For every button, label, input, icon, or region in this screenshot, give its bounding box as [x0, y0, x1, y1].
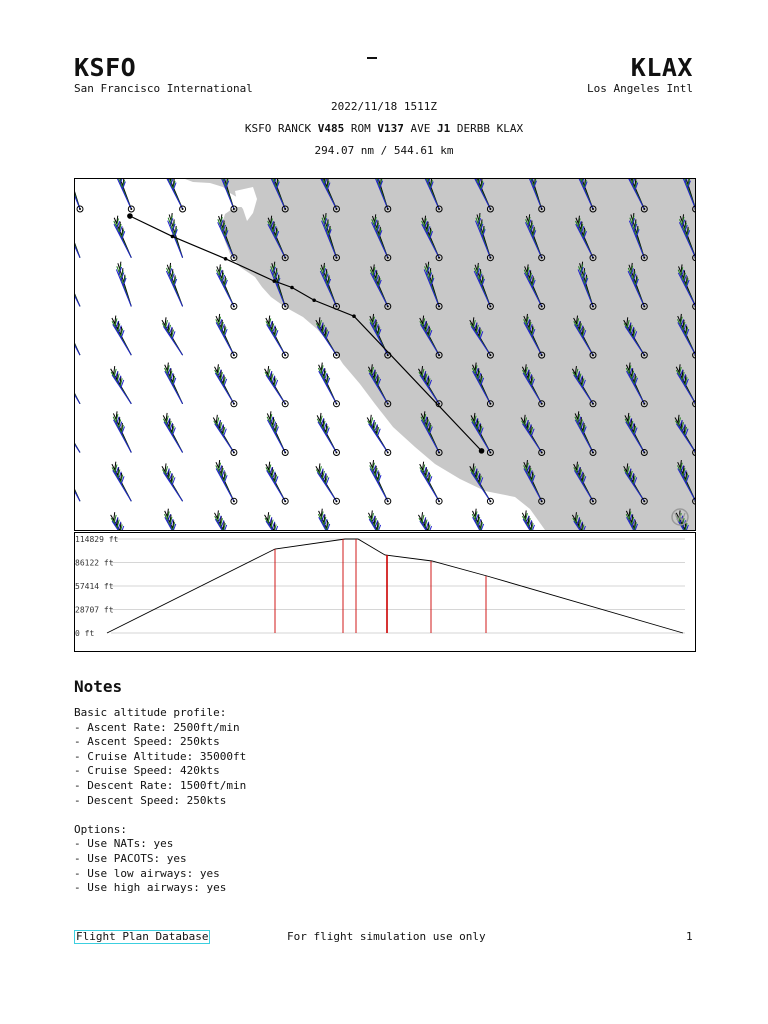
profile-y-tick: 114829 ft [75, 535, 119, 544]
route-waypoint [352, 314, 356, 318]
wind-barb [162, 317, 183, 355]
wind-barb [114, 216, 131, 258]
route-segment: KSFO RANCK [244, 122, 318, 135]
wind-barb [112, 462, 131, 502]
wind-barb [216, 460, 237, 504]
wind-barb [317, 413, 339, 456]
wind-barb [267, 411, 288, 455]
wind-barb [266, 462, 288, 505]
wind-barb [162, 463, 183, 501]
route-waypoint [224, 257, 228, 261]
wind-barb [75, 415, 80, 453]
wind-barb [111, 366, 132, 404]
route-segment: AVE [403, 122, 437, 135]
wind-barb [164, 363, 182, 404]
land-area [185, 179, 695, 530]
wind-barb [112, 316, 131, 356]
wind-barb [213, 415, 237, 456]
wind-barb [113, 411, 131, 452]
wind-barb [367, 415, 391, 456]
route-waypoint [171, 235, 175, 239]
map-canvas [75, 179, 695, 530]
wind-barb [75, 364, 80, 404]
wind-barb [75, 460, 80, 501]
header-separator [367, 57, 377, 59]
wind-barb [370, 460, 391, 504]
wind-barb [166, 263, 182, 306]
altitude-profile-chart [75, 533, 695, 651]
wind-barb [163, 413, 182, 453]
route-airway: V485 [317, 122, 345, 135]
route-waypoint [312, 298, 316, 302]
route-airway: V137 [377, 122, 404, 135]
flight-plan-database-link[interactable]: Flight Plan Database [76, 930, 209, 943]
profile-y-tick: 0 ft [75, 629, 95, 638]
wind-barb [420, 462, 442, 505]
route-waypoint [127, 213, 133, 219]
destination-code: KLAX [630, 53, 693, 82]
wind-barb [418, 512, 442, 530]
wind-barb [215, 364, 237, 407]
wind-barb [265, 512, 289, 530]
wind-barb [265, 366, 289, 407]
wind-barb [116, 262, 131, 307]
profile-y-tick: 28707 ft [75, 605, 114, 615]
route-map [74, 178, 696, 531]
wind-barb [165, 179, 185, 212]
page-number: 1 [686, 930, 693, 943]
wind-barb [75, 314, 80, 355]
wind-barb [75, 264, 80, 306]
wind-barb [472, 509, 493, 530]
wind-barb [75, 214, 80, 257]
notes-heading: Notes [74, 677, 123, 696]
route-airway: J1 [437, 122, 451, 135]
route-waypoint [272, 279, 276, 283]
route-segment: ROM [344, 122, 378, 135]
wind-barb [318, 363, 339, 407]
profile-y-tick: 57414 ft [75, 582, 114, 592]
profile-y-tick: 86122 ft [75, 558, 114, 568]
route-waypoint [290, 286, 294, 290]
wind-barb [216, 314, 237, 358]
wind-barb [115, 179, 134, 212]
wind-barb [75, 179, 83, 212]
wind-barb [75, 510, 80, 530]
wind-barb [215, 510, 237, 530]
wind-barb [216, 264, 236, 309]
origin-code: KSFO [74, 53, 137, 82]
route-distance: 294.07 nm / 544.61 km [314, 144, 454, 157]
wind-barb [316, 463, 340, 504]
notes-body: Basic altitude profile: - Ascent Rate: 2500ft/min - Ascent Speed: 250kts - Cruise Altitude: 35000ft - Cruise Speed: 420kts - Descent Rate: 1500ft/min - Descent Speed: 250kts Options: - Use NATs: yes - Use PACOTS: yes - Use low airways: yes - Use high airways: yes [74, 706, 247, 895]
footer-disclaimer: For flight simulation use only [287, 930, 486, 943]
wind-barb [266, 316, 288, 359]
destination-name: Los Angeles Intl [587, 82, 693, 95]
altitude-profile [74, 532, 696, 652]
plan-date: 2022/11/18 1511Z [331, 100, 437, 113]
origin-name: San Francisco International [74, 82, 253, 95]
route-string [0, 122, 768, 135]
wind-barb [368, 510, 390, 530]
route-waypoint [479, 448, 485, 454]
route-segment: DERBB KLAX [450, 122, 524, 135]
wind-barb [164, 509, 182, 530]
wind-barb [111, 512, 132, 530]
wind-barb [318, 509, 339, 530]
